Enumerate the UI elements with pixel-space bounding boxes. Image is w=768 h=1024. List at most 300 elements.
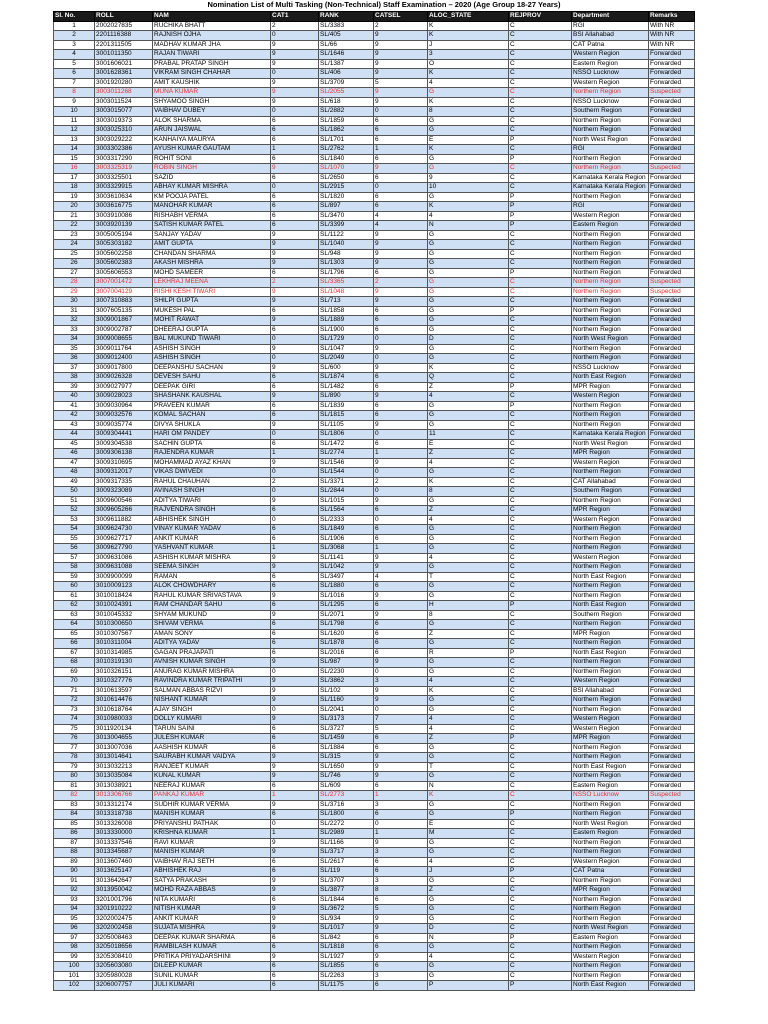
cell-cat1: 9	[271, 772, 319, 782]
cell-rejprov: C	[509, 287, 572, 297]
table-row	[54, 316, 695, 326]
cell-aloc-state: G	[428, 192, 509, 202]
cell-cat1: 6	[271, 962, 319, 972]
cell-catsel: 7	[374, 715, 428, 725]
cell-catsel: 0	[374, 354, 428, 364]
cell-rank: SL/1141	[319, 553, 374, 563]
table-row	[54, 696, 695, 706]
cell-catsel: 2	[374, 477, 428, 487]
cell-cat1: 1	[271, 791, 319, 801]
cell-cat1: 1	[271, 145, 319, 155]
cell-roll: 3005005194	[95, 230, 153, 240]
cell-remarks: Forwarded	[649, 449, 695, 459]
cell-rejprov: C	[509, 477, 572, 487]
cell-catsel: 6	[374, 962, 428, 972]
cell-rank: SL/1729	[319, 335, 374, 345]
cell-department: Western Region	[572, 952, 649, 962]
cell-aloc-state: G	[428, 534, 509, 544]
cell-name: AKASH MISHRA	[153, 259, 271, 269]
table-row	[54, 278, 695, 288]
cell-rejprov: C	[509, 857, 572, 867]
column-header-rank: RANK	[319, 12, 374, 22]
cell-remarks: Forwarded	[649, 401, 695, 411]
column-header-roll: ROLL	[95, 12, 153, 22]
cell-catsel: 6	[374, 382, 428, 392]
table-row	[54, 715, 695, 725]
cell-cat1: 9	[271, 591, 319, 601]
cell-roll: 3013607460	[95, 857, 153, 867]
cell-rejprov: C	[509, 724, 572, 734]
cell-sl-no: 14	[54, 145, 95, 155]
cell-sl-no: 62	[54, 601, 95, 611]
cell-name: ALOK CHOWDHARY	[153, 582, 271, 592]
cell-cat1: 6	[271, 639, 319, 649]
cell-name: DIVYA SHUKLA	[153, 420, 271, 430]
cell-roll: 3001011350	[95, 50, 153, 60]
cell-name: MOHAMMAD AYAZ KHAN	[153, 458, 271, 468]
cell-rejprov: P	[509, 211, 572, 221]
cell-remarks: Forwarded	[649, 202, 695, 212]
cell-cat1: 6	[271, 534, 319, 544]
cell-aloc-state: G	[428, 230, 509, 240]
cell-rejprov: C	[509, 743, 572, 753]
cell-catsel: 6	[374, 439, 428, 449]
cell-rank: SL/2617	[319, 857, 374, 867]
cell-remarks: Forwarded	[649, 753, 695, 763]
cell-department: Western Region	[572, 677, 649, 687]
cell-remarks: Forwarded	[649, 829, 695, 839]
cell-catsel: 1	[374, 791, 428, 801]
cell-roll: 3010024391	[95, 601, 153, 611]
cell-cat1: 9	[271, 838, 319, 848]
cell-aloc-state: G	[428, 563, 509, 573]
cell-sl-no: 7	[54, 78, 95, 88]
cell-aloc-state: G	[428, 895, 509, 905]
cell-rejprov: P	[509, 601, 572, 611]
cell-department: MPR Region	[572, 382, 649, 392]
cell-name: AASHISH KUMAR	[153, 743, 271, 753]
cell-aloc-state: G	[428, 905, 509, 915]
cell-department: Northern Region	[572, 88, 649, 98]
cell-name: RAM CHANDAR SAHU	[153, 601, 271, 611]
cell-cat1: 9	[271, 164, 319, 174]
cell-name: AJAY SINGH	[153, 705, 271, 715]
cell-department: North East Region	[572, 981, 649, 991]
table-row	[54, 297, 695, 307]
cell-catsel: 9	[374, 240, 428, 250]
cell-sl-no: 30	[54, 297, 95, 307]
cell-cat1: 9	[271, 715, 319, 725]
cell-sl-no: 29	[54, 287, 95, 297]
cell-rank: SL/3717	[319, 848, 374, 858]
cell-cat1: 9	[271, 610, 319, 620]
cell-aloc-state: N	[428, 221, 509, 231]
cell-catsel: 6	[374, 743, 428, 753]
cell-name: NITA KUMARI	[153, 895, 271, 905]
cell-name: ANKIT KUMAR	[153, 914, 271, 924]
cell-catsel: 9	[374, 563, 428, 573]
cell-roll: 3003025310	[95, 126, 153, 136]
cell-remarks: Suspected	[649, 287, 695, 297]
table-row	[54, 658, 695, 668]
cell-department: Karnataka Kerala Region	[572, 183, 649, 193]
cell-remarks: Forwarded	[649, 468, 695, 478]
cell-rank: SL/1880	[319, 582, 374, 592]
cell-remarks: Forwarded	[649, 876, 695, 886]
cell-catsel: 6	[374, 202, 428, 212]
cell-rejprov: C	[509, 572, 572, 582]
table-row	[54, 686, 695, 696]
table-row	[54, 610, 695, 620]
cell-catsel: 6	[374, 601, 428, 611]
cell-cat1: 9	[271, 914, 319, 924]
cell-catsel: 4	[374, 572, 428, 582]
cell-rejprov: C	[509, 183, 572, 193]
cell-roll: 3009631088	[95, 563, 153, 573]
cell-rejprov: C	[509, 639, 572, 649]
cell-name: ANURAG KUMAR MISHRA	[153, 667, 271, 677]
table-row	[54, 800, 695, 810]
cell-aloc-state: K	[428, 97, 509, 107]
table-row	[54, 743, 695, 753]
cell-rank: SL/1047	[319, 344, 374, 354]
cell-sl-no: 64	[54, 620, 95, 630]
cell-catsel: 9	[374, 591, 428, 601]
cell-roll: 3003610634	[95, 192, 153, 202]
cell-remarks: Forwarded	[649, 107, 695, 117]
cell-sl-no: 25	[54, 249, 95, 259]
cell-catsel: 9	[374, 59, 428, 69]
cell-rank: SL/1620	[319, 629, 374, 639]
cell-remarks: Forwarded	[649, 724, 695, 734]
cell-remarks: Forwarded	[649, 249, 695, 259]
cell-roll: 3009611882	[95, 515, 153, 525]
cell-department: CAT Patna	[572, 867, 649, 877]
cell-remarks: Forwarded	[649, 496, 695, 506]
cell-rejprov: C	[509, 297, 572, 307]
cell-aloc-state: 11	[428, 430, 509, 440]
table-row	[54, 88, 695, 98]
cell-rejprov: C	[509, 876, 572, 886]
cell-catsel: 9	[374, 88, 428, 98]
cell-sl-no: 47	[54, 458, 95, 468]
cell-roll: 3013004655	[95, 734, 153, 744]
cell-catsel: 0	[374, 183, 428, 193]
cell-name: YASHVANT KUMAR	[153, 544, 271, 554]
cell-department: Northern Region	[572, 344, 649, 354]
cell-cat1: 6	[271, 781, 319, 791]
cell-catsel: 6	[374, 373, 428, 383]
cell-remarks: Forwarded	[649, 705, 695, 715]
cell-name: SHIVAM VERMA	[153, 620, 271, 630]
cell-name: ASHISH SINGH	[153, 344, 271, 354]
table-row	[54, 705, 695, 715]
cell-catsel: 9	[374, 772, 428, 782]
table-row	[54, 420, 695, 430]
cell-name: VINAY KUMAR YADAV	[153, 525, 271, 535]
cell-department: Northern Region	[572, 753, 649, 763]
cell-cat1: 9	[271, 88, 319, 98]
cell-department: Eastern Region	[572, 829, 649, 839]
cell-rejprov: C	[509, 620, 572, 630]
cell-roll: 3003329915	[95, 183, 153, 193]
cell-roll: 3010314985	[95, 648, 153, 658]
cell-catsel: 0	[374, 819, 428, 829]
cell-department: Northern Region	[572, 420, 649, 430]
cell-rank: SL/713	[319, 297, 374, 307]
cell-rejprov: C	[509, 59, 572, 69]
cell-rank: SL/2650	[319, 173, 374, 183]
table-row	[54, 468, 695, 478]
cell-cat1: 6	[271, 857, 319, 867]
cell-roll: 3009017800	[95, 363, 153, 373]
cell-rejprov: C	[509, 325, 572, 335]
cell-rejprov: C	[509, 496, 572, 506]
cell-department: Western Region	[572, 857, 649, 867]
cell-aloc-state: G	[428, 297, 509, 307]
cell-rank: SL/897	[319, 202, 374, 212]
cell-cat1: 0	[271, 107, 319, 117]
cell-aloc-state: D	[428, 924, 509, 934]
cell-roll: 3003302386	[95, 145, 153, 155]
cell-sl-no: 61	[54, 591, 95, 601]
cell-rank: SL/1800	[319, 810, 374, 820]
cell-rejprov: C	[509, 278, 572, 288]
cell-cat1: 6	[271, 867, 319, 877]
cell-sl-no: 98	[54, 943, 95, 953]
cell-cat1: 9	[271, 259, 319, 269]
cell-aloc-state: G	[428, 401, 509, 411]
cell-aloc-state: R	[428, 648, 509, 658]
cell-remarks: Forwarded	[649, 743, 695, 753]
table-row	[54, 791, 695, 801]
cell-rejprov: C	[509, 249, 572, 259]
cell-rank: SL/1855	[319, 962, 374, 972]
cell-roll: 3013642647	[95, 876, 153, 886]
cell-roll: 3010618764	[95, 705, 153, 715]
cell-sl-no: 41	[54, 401, 95, 411]
cell-rank: SL/3173	[319, 715, 374, 725]
cell-rank: SL/1815	[319, 411, 374, 421]
cell-cat1: 0	[271, 705, 319, 715]
cell-rank: SL/1015	[319, 496, 374, 506]
cell-aloc-state: G	[428, 411, 509, 421]
cell-sl-no: 65	[54, 629, 95, 639]
cell-sl-no: 52	[54, 506, 95, 516]
cell-aloc-state: G	[428, 420, 509, 430]
cell-sl-no: 16	[54, 164, 95, 174]
cell-rejprov: C	[509, 411, 572, 421]
cell-remarks: Forwarded	[649, 316, 695, 326]
cell-department: Northern Region	[572, 876, 649, 886]
cell-department: Northern Region	[572, 192, 649, 202]
cell-catsel: 0	[374, 515, 428, 525]
cell-remarks: Forwarded	[649, 762, 695, 772]
cell-aloc-state: G	[428, 743, 509, 753]
cell-aloc-state: J	[428, 40, 509, 50]
cell-catsel: 9	[374, 952, 428, 962]
cell-cat1: 6	[271, 582, 319, 592]
cell-name: AVNISH KUMAR SINGH	[153, 658, 271, 668]
cell-rank: SL/618	[319, 97, 374, 107]
cell-cat1: 9	[271, 658, 319, 668]
cell-aloc-state: G	[428, 316, 509, 326]
cell-rank: SL/1798	[319, 620, 374, 630]
cell-remarks: Forwarded	[649, 981, 695, 991]
cell-remarks: Forwarded	[649, 686, 695, 696]
cell-rank: SL/102	[319, 686, 374, 696]
cell-rejprov: C	[509, 107, 572, 117]
cell-rank: SL/987	[319, 658, 374, 668]
cell-aloc-state: G	[428, 259, 509, 269]
table-row	[54, 914, 695, 924]
table-body	[54, 21, 695, 990]
cell-name: RAHUL CHAUHAN	[153, 477, 271, 487]
cell-rejprov: P	[509, 382, 572, 392]
cell-remarks: Forwarded	[649, 154, 695, 164]
cell-cat1: 9	[271, 392, 319, 402]
cell-aloc-state: G	[428, 354, 509, 364]
cell-catsel: 9	[374, 392, 428, 402]
cell-department: RGI	[572, 202, 649, 212]
cell-rank: SL/2774	[319, 449, 374, 459]
cell-department: Northern Region	[572, 895, 649, 905]
cell-aloc-state: G	[428, 971, 509, 981]
cell-name: DILEEP KUMAR	[153, 962, 271, 972]
cell-rejprov: C	[509, 772, 572, 782]
table-row	[54, 268, 695, 278]
cell-rejprov: C	[509, 164, 572, 174]
cell-cat1: 9	[271, 458, 319, 468]
cell-name: MUKESH PAL	[153, 306, 271, 316]
cell-cat1: 6	[271, 116, 319, 126]
cell-name: SATISH KUMAR PATEL	[153, 221, 271, 231]
cell-roll: 3205008463	[95, 933, 153, 943]
cell-cat1: 6	[271, 268, 319, 278]
table-row	[54, 838, 695, 848]
cell-sl-no: 76	[54, 734, 95, 744]
cell-roll: 3003015077	[95, 107, 153, 117]
cell-aloc-state: E	[428, 439, 509, 449]
cell-sl-no: 85	[54, 819, 95, 829]
cell-rejprov: P	[509, 734, 572, 744]
cell-name: SHASHANK KAUSHAL	[153, 392, 271, 402]
cell-name: ADITYA YADAV	[153, 639, 271, 649]
cell-roll: 3009008655	[95, 335, 153, 345]
cell-roll: 3010319130	[95, 658, 153, 668]
cell-roll: 3003029222	[95, 135, 153, 145]
cell-roll: 3001920280	[95, 78, 153, 88]
table-row	[54, 591, 695, 601]
cell-rank: SL/1818	[319, 943, 374, 953]
cell-rank: SL/3727	[319, 724, 374, 734]
cell-aloc-state: G	[428, 116, 509, 126]
cell-catsel: 9	[374, 553, 428, 563]
cell-catsel: 3	[374, 677, 428, 687]
cell-department: Northern Region	[572, 582, 649, 592]
cell-remarks: Forwarded	[649, 572, 695, 582]
table-row	[54, 373, 695, 383]
cell-rank: SL/842	[319, 933, 374, 943]
cell-catsel: 1	[374, 829, 428, 839]
cell-department: Western Region	[572, 392, 649, 402]
cell-aloc-state: G	[428, 325, 509, 335]
cell-rank: SL/600	[319, 363, 374, 373]
cell-catsel: 9	[374, 496, 428, 506]
cell-catsel: 0	[374, 705, 428, 715]
cell-department: Northern Region	[572, 591, 649, 601]
table-row	[54, 59, 695, 69]
table-row	[54, 496, 695, 506]
cell-rejprov: C	[509, 173, 572, 183]
table-row	[54, 382, 695, 392]
cell-rejprov: C	[509, 97, 572, 107]
cell-aloc-state: G	[428, 962, 509, 972]
cell-department: Northern Region	[572, 743, 649, 753]
cell-remarks: Suspected	[649, 278, 695, 288]
cell-roll: 3205018656	[95, 943, 153, 953]
cell-rejprov: C	[509, 468, 572, 478]
cell-rank: SL/1858	[319, 306, 374, 316]
table-row	[54, 135, 695, 145]
header-row	[54, 12, 695, 22]
cell-roll: 3009306138	[95, 449, 153, 459]
cell-rank: SL/3383	[319, 21, 374, 31]
cell-rank: SL/3470	[319, 211, 374, 221]
cell-remarks: Forwarded	[649, 50, 695, 60]
cell-remarks: Forwarded	[649, 677, 695, 687]
cell-remarks: Forwarded	[649, 895, 695, 905]
table-row	[54, 240, 695, 250]
cell-rank: SL/1878	[319, 639, 374, 649]
cell-rejprov: C	[509, 553, 572, 563]
cell-sl-no: 45	[54, 439, 95, 449]
cell-rejprov: C	[509, 126, 572, 136]
cell-remarks: Forwarded	[649, 240, 695, 250]
cell-department: Northern Region	[572, 306, 649, 316]
cell-rank: SL/1040	[319, 240, 374, 250]
cell-catsel: 9	[374, 31, 428, 41]
cell-roll: 3013007036	[95, 743, 153, 753]
cell-roll: 3009627790	[95, 544, 153, 554]
cell-roll: 3003011268	[95, 88, 153, 98]
cell-department: Northern Region	[572, 838, 649, 848]
cell-remarks: Forwarded	[649, 420, 695, 430]
cell-remarks: Forwarded	[649, 924, 695, 934]
cell-catsel: 5	[374, 905, 428, 915]
cell-department: MPR Region	[572, 506, 649, 516]
cell-name: HARI OM PANDEY	[153, 430, 271, 440]
cell-name: ASHISH KUMAR MISHRA	[153, 553, 271, 563]
cell-catsel: 6	[374, 639, 428, 649]
cell-sl-no: 87	[54, 838, 95, 848]
cell-catsel: 6	[374, 943, 428, 953]
cell-sl-no: 63	[54, 610, 95, 620]
cell-cat1: 6	[271, 525, 319, 535]
cell-roll: 3005602383	[95, 259, 153, 269]
cell-cat1: 6	[271, 506, 319, 516]
cell-aloc-state: O	[428, 59, 509, 69]
cell-remarks: Forwarded	[649, 221, 695, 231]
cell-name: JULESH KUMAR	[153, 734, 271, 744]
table-row	[54, 895, 695, 905]
cell-catsel: 9	[374, 686, 428, 696]
cell-rejprov: P	[509, 154, 572, 164]
table-row	[54, 762, 695, 772]
table-row	[54, 401, 695, 411]
cell-catsel: 9	[374, 297, 428, 307]
cell-name: CHANDAN SHARMA	[153, 249, 271, 259]
